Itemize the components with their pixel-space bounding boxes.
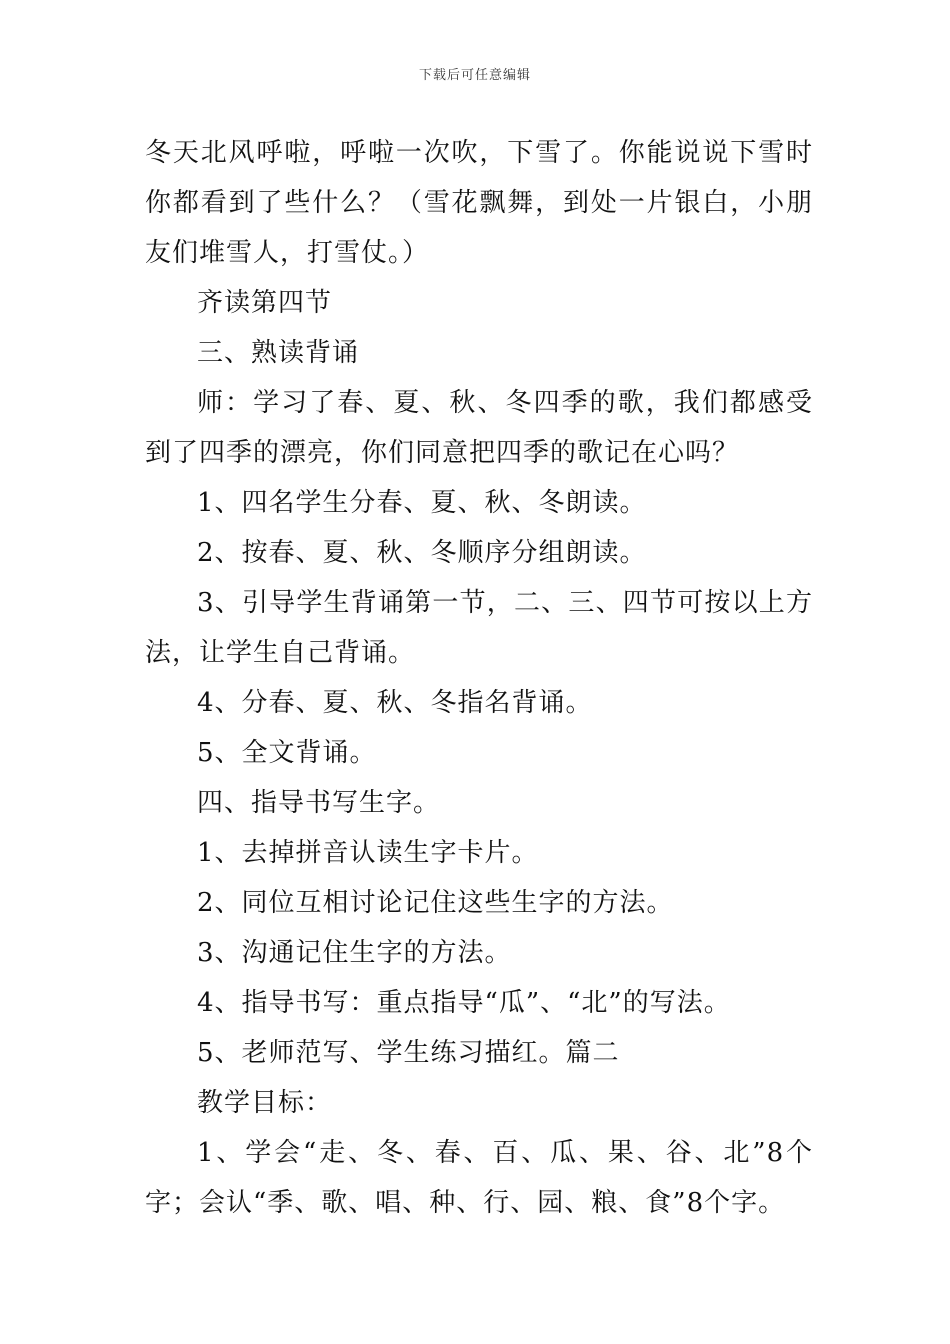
paragraph-8: 4、分春、夏、秋、冬指名背诵。 (197, 688, 593, 718)
paragraph-16: 教学目标： (197, 1088, 333, 1118)
paragraph-11: 1、去掉拼音认读生字卡片。 (197, 838, 539, 868)
paragraph-7: 3、引导学生背诵第一节，二、三、四节可按以上方法，让学生自己背诵。 (145, 588, 813, 668)
paragraph-3: 三、熟读背诵 (197, 338, 360, 368)
paragraph-15: 5、老师范写、学生练习描红。篇二 (197, 1038, 620, 1068)
paragraph-12: 2、同位互相讨论记住这些生字的方法。 (197, 888, 674, 918)
paragraph-2: 齐读第四节 (197, 288, 333, 318)
paragraph-6: 2、按春、夏、秋、冬顺序分组朗读。 (197, 538, 647, 568)
paragraph-4: 师：学习了春、夏、秋、冬四季的歌，我们都感受到了四季的漂亮，你们同意把四季的歌记在心吗？ (145, 388, 813, 468)
paragraph-5: 1、四名学生分春、夏、秋、冬朗读。 (197, 488, 647, 518)
paragraph-1: 冬天北风呼啦，呼啦一次吹，下雪了。你能说说下雪时你都看到了些什么？（雪花飘舞，到处一片银白，小朋友们堆雪人，打雪仗。） (145, 138, 813, 268)
paragraph-14: 4、指导书写：重点指导“瓜”、“北”的写法。 (197, 988, 731, 1018)
page-header: 下载后可任意编辑 (418, 68, 531, 83)
paragraph-17: 1、学会“走、冬、春、百、瓜、果、谷、北”8个字；会认“季、歌、唱、种、行、园、粮、食”8个字。 (145, 1138, 813, 1218)
paragraph-13: 3、沟通记住生字的方法。 (197, 938, 512, 968)
paragraph-10: 四、指导书写生字。 (197, 788, 441, 818)
paragraph-9: 5、全文背诵。 (197, 738, 377, 768)
document-body (145, 128, 813, 1228)
